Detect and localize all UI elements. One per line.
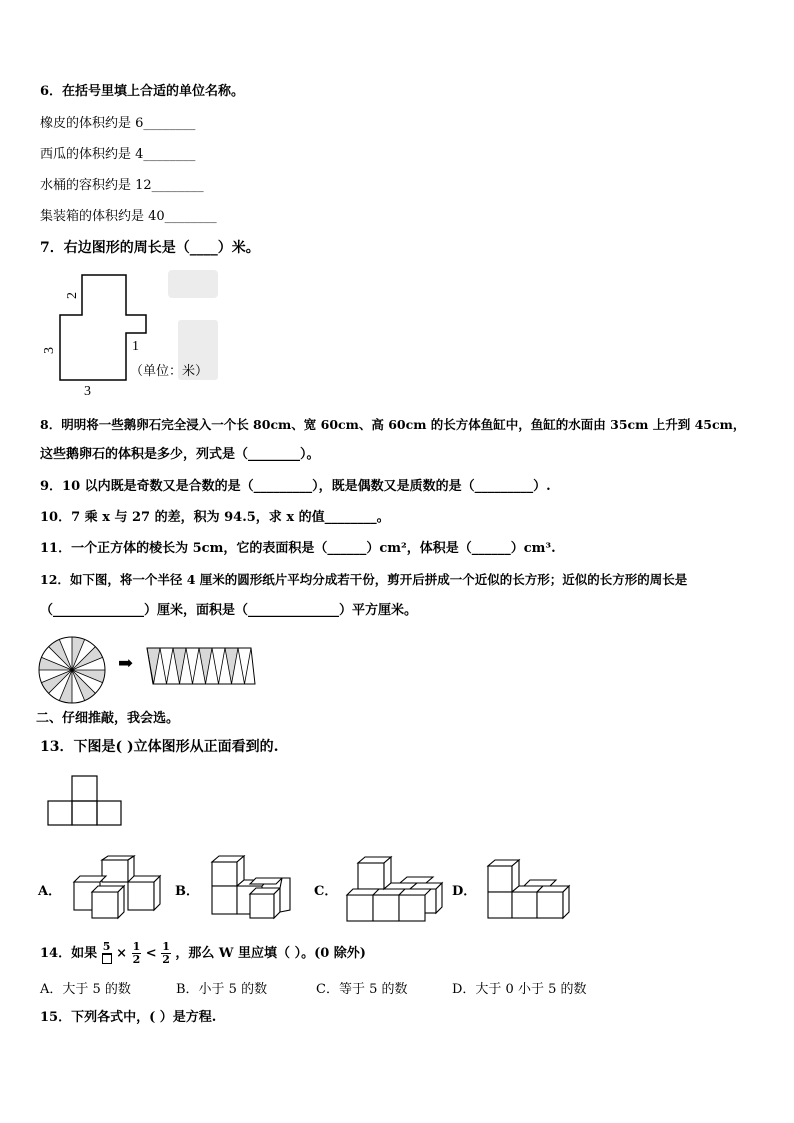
q8-line-1: 8．明明将一些鹅卵石完全浸入一个长 80cm、宽 60cm、高 60cm 的长方体鱼缸中，鱼缸的水面由 35cm 上升到 45cm， — [40, 417, 746, 432]
q6-line-3: 水桶的容积约是 12________ — [40, 178, 204, 193]
q12-line-2: （______________）厘米，面积是（______________）平方厘米。 — [40, 603, 418, 618]
q15-stem: 15．下列各式中，( ）是方程. — [40, 1010, 217, 1025]
q11-stem: 11．一个正方体的棱长为 5cm，它的表面积是（______）cm²，体积是（______）cm³. — [40, 541, 556, 556]
strip-triangle — [173, 648, 186, 684]
arrow-icon: ➡ — [118, 653, 134, 674]
q14-option-d[interactable]: D．大于 0 小于 5 的数 — [452, 982, 587, 997]
q8-line-2: 这些鹅卵石的体积是多少，列式是（________）。 — [40, 447, 320, 462]
q13-option-a[interactable]: A． — [38, 884, 62, 899]
strip-triangle — [199, 648, 212, 684]
q14-frac2-den: 2 — [132, 953, 141, 966]
q14-option-b[interactable]: B．小于 5 的数 — [176, 982, 268, 997]
q7-stem: 7．右边图形的周长是（____）米。 — [40, 240, 260, 256]
strip-triangle — [186, 648, 199, 684]
q13-option-a-cubes — [68, 855, 168, 921]
strip-triangle — [147, 648, 160, 684]
q7-unit: （单位：米） — [130, 364, 209, 379]
q13-option-c-cubes — [340, 852, 450, 922]
q14-option-c[interactable]: C．等于 5 的数 — [316, 982, 408, 997]
q12-strips — [147, 648, 255, 684]
q13-stem: 13．下图是( )立体图形从正面看到的. — [40, 739, 279, 755]
strip-triangle — [212, 648, 225, 684]
q14-frac3-num: 1 — [162, 940, 170, 953]
q12-line-1: 12．如下图，将一个半径 4 厘米的圆形纸片平均分成若干份，剪开后拼成一个近似的长方形；近似的长方形的周长是 — [40, 572, 688, 587]
strip-triangle — [238, 648, 251, 684]
strip-triangle — [160, 648, 173, 684]
q14-option-a[interactable]: A．大于 5 的数 — [40, 982, 131, 997]
q13-option-b[interactable]: B． — [175, 884, 199, 899]
q14-fraction-1 — [102, 941, 112, 967]
q12-parallelogram — [145, 646, 257, 686]
q13-option-d-cubes — [484, 857, 580, 923]
q12-circle — [36, 636, 116, 706]
q10-stem: 10．7 乘 x 与 27 的差，积为 94.5，求 x 的值________。 — [40, 510, 390, 525]
section-2-title: 二、仔细推敲，我会选。 — [36, 711, 180, 726]
q6-line-2: 西瓜的体积约是 4________ — [40, 147, 196, 162]
q14-fraction-3 — [161, 941, 171, 966]
q14-times: × — [116, 946, 128, 961]
q14-frac2-num: 1 — [132, 940, 141, 953]
square-box-icon — [102, 954, 112, 964]
q7-label-left: 3 — [42, 347, 57, 354]
q14-less-than: < — [145, 946, 157, 961]
q7-figure — [40, 265, 230, 400]
q6-line-4: 集装箱的体积约是 40________ — [40, 209, 217, 224]
q13-option-d[interactable]: D． — [452, 884, 477, 899]
q7-label-bottom: 3 — [84, 384, 91, 399]
q6-line-1: 橡皮的体积约是 6________ — [40, 116, 196, 131]
q7-label-top: 2 — [65, 292, 80, 299]
q13-front-view — [46, 774, 126, 828]
q9-stem: 9．10 以内既是奇数又是合数的是（_________），既是偶数又是质数的是（_________）. — [40, 479, 551, 494]
q14-stem — [40, 940, 366, 968]
q14-prefix: 14．如果 — [40, 946, 98, 961]
q13-option-c[interactable]: C． — [314, 884, 338, 899]
q14-suffix: ，那么 W 里应填（ ）。(0 除外) — [175, 946, 366, 961]
q14-fraction-2 — [132, 941, 142, 966]
q14-frac1-num: 5 — [102, 939, 111, 953]
q14-frac3-den: 2 — [162, 953, 170, 966]
q7-label-right: 1 — [132, 339, 139, 354]
q6-stem: 6．在括号里填上合适的单位名称。 — [40, 84, 245, 99]
q13-option-b-cubes — [204, 855, 304, 921]
strip-triangle — [225, 648, 238, 684]
